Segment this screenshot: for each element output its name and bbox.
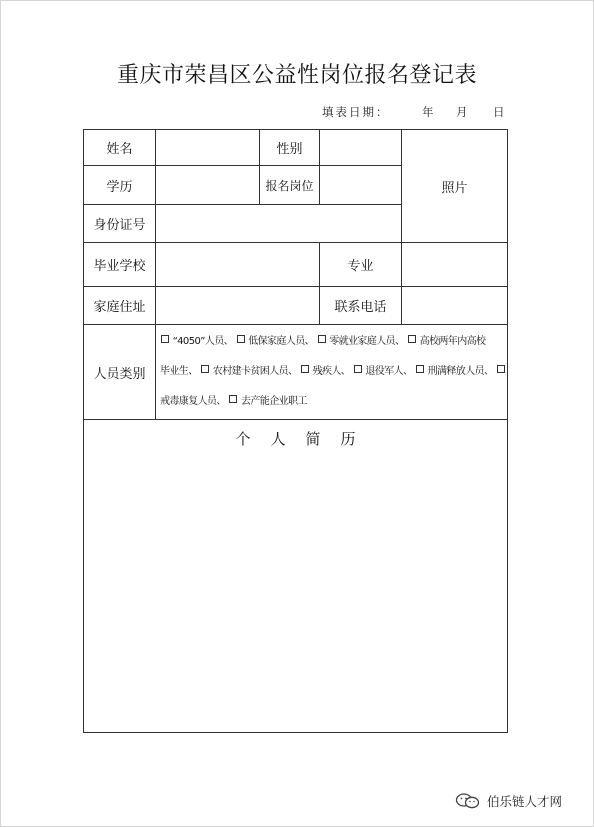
name-label: 姓名 — [84, 130, 156, 166]
checkbox-zero-employment-family[interactable] — [318, 335, 326, 343]
phone-input-cell[interactable] — [402, 287, 508, 325]
school-input-cell[interactable] — [156, 243, 320, 287]
option-zero-employment-family: 零就业家庭人员、 — [329, 336, 405, 347]
registration-form-table — [83, 129, 508, 733]
id-number-input-cell[interactable] — [156, 205, 402, 243]
name-input-cell[interactable] — [156, 130, 260, 166]
option-4050: “4050”人员、 — [172, 336, 234, 347]
photo-cell[interactable]: 照片 — [402, 130, 508, 243]
table-row — [84, 130, 508, 166]
fill-date-label: 填表日期： — [322, 105, 390, 119]
checkbox-4050[interactable] — [161, 335, 169, 343]
option-disabled: 残疾人、 — [312, 366, 351, 377]
category-line — [160, 327, 503, 357]
education-label: 学历 — [84, 166, 156, 205]
checkbox-veteran[interactable] — [354, 365, 362, 373]
school-label: 毕业学校 — [84, 243, 156, 287]
watermark-text: 伯乐链人才网 — [487, 794, 563, 809]
position-label: 报名岗位 — [260, 166, 320, 205]
education-input-cell[interactable] — [156, 166, 260, 205]
address-label: 家庭住址 — [84, 287, 156, 325]
category-line — [160, 387, 503, 417]
major-input-cell[interactable] — [402, 243, 508, 287]
phone-label: 联系电话 — [320, 287, 402, 325]
gender-label: 性别 — [260, 130, 320, 166]
table-row — [84, 420, 508, 733]
checkbox-low-income-family[interactable] — [237, 335, 245, 343]
checkbox-capacity-reduction-worker[interactable] — [229, 395, 237, 403]
option-low-income-family: 低保家庭人员、 — [248, 336, 315, 347]
option-capacity-reduction-worker: 去产能企业职工 — [241, 396, 307, 407]
date-day-label: 日 — [493, 105, 505, 119]
checkbox-disabled[interactable] — [301, 365, 309, 373]
category-line — [160, 357, 503, 387]
id-number-label: 身份证号 — [84, 205, 156, 243]
option-rural-poor: 农村建卡贫困人员、 — [212, 366, 298, 377]
date-month-label: 月 — [456, 105, 468, 119]
category-label: 人员类别 — [84, 325, 156, 420]
table-row — [84, 243, 508, 287]
checkbox-drug-rehab[interactable] — [497, 365, 505, 373]
address-input-cell[interactable] — [156, 287, 320, 325]
wechat-icon — [455, 793, 481, 809]
form-title: 重庆市荣昌区公益性岗位报名登记表 — [116, 63, 477, 88]
checkbox-rural-poor[interactable] — [201, 365, 209, 373]
option-released-prisoner: 刑满释放人员、 — [427, 366, 494, 377]
resume-cell[interactable] — [84, 420, 508, 733]
gender-input-cell[interactable] — [320, 130, 402, 166]
checkbox-released-prisoner[interactable] — [416, 365, 424, 373]
option-drug-rehab: 戒毒康复人员、 — [160, 396, 226, 407]
date-year-label: 年 — [422, 105, 434, 119]
category-options-cell — [156, 325, 508, 420]
checkbox-recent-graduate[interactable] — [408, 335, 416, 343]
position-input-cell[interactable] — [320, 166, 402, 205]
watermark — [455, 792, 562, 810]
major-label: 专业 — [320, 243, 402, 287]
table-row — [84, 287, 508, 325]
option-graduate-continued: 毕业生、 — [160, 366, 198, 377]
table-row — [84, 325, 508, 420]
option-veteran: 退役军人、 — [365, 366, 413, 377]
option-recent-graduate: 高校两年内高校 — [419, 336, 486, 347]
resume-title: 个人简历 — [235, 430, 376, 448]
